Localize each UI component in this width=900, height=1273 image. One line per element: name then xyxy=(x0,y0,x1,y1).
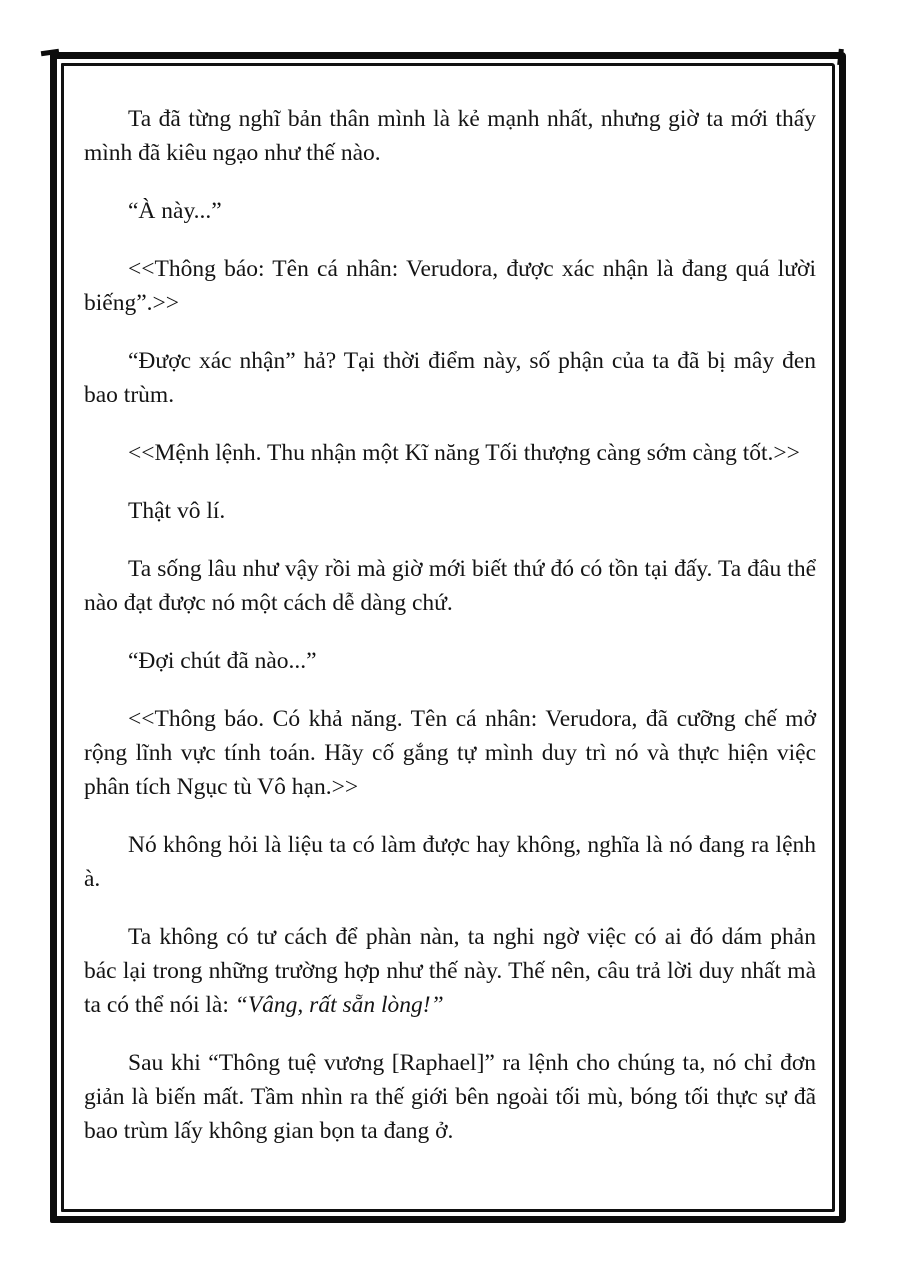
paragraph xyxy=(84,344,816,412)
paragraph xyxy=(84,828,816,896)
paragraph xyxy=(84,644,816,678)
decorative-border-outer xyxy=(50,52,846,1223)
paragraph-text: <<Mệnh lệnh. Thu nhận một Kĩ năng Tối thượng càng sớm càng tốt.>> xyxy=(128,440,800,466)
paragraph-text: Ta không có tư cách để phàn nàn, ta nghi ngờ việc có ai đó dám phản bác lại trong những trường hợp như thế này. Thế nên, câu trả lời duy nhất mà ta có thể nói là: xyxy=(84,924,816,1018)
paragraph xyxy=(84,552,816,620)
paragraph xyxy=(84,102,816,170)
page-text xyxy=(64,66,832,1209)
paragraph-text: “À này...” xyxy=(128,198,222,224)
paragraph xyxy=(84,494,816,528)
paragraph-text: Nó không hỏi là liệu ta có làm được hay không, nghĩa là nó đang ra lệnh à. xyxy=(84,832,816,892)
paragraph-text: <<Thông báo. Có khả năng. Tên cá nhân: Verudora, đã cưỡng chế mở rộng lĩnh vực tính toán. Hãy cố gắng tự mình duy trì nó và thực hiện việc phân tích Ngục tù Vô hạn.>> xyxy=(84,706,816,800)
paragraph xyxy=(84,436,816,470)
paragraph-text: “Đợi chút đã nào...” xyxy=(128,648,317,674)
paragraph-text: Sau khi “Thông tuệ vương [Raphael]” ra lệnh cho chúng ta, nó chỉ đơn giản là biến mất. Tầm nhìn ra thế giới bên ngoài tối mù, bóng tối thực sự đã bao trùm lấy không gian bọn ta đang ở. xyxy=(84,1050,816,1144)
paragraph-text: Thật vô lí. xyxy=(128,498,226,524)
paragraph-text: “Được xác nhận” hả? Tại thời điểm này, số phận của ta đã bị mây đen bao trùm. xyxy=(84,348,816,408)
paragraph xyxy=(84,194,816,228)
paragraph-text: Ta sống lâu như vậy rồi mà giờ mới biết thứ đó có tồn tại đấy. Ta đâu thể nào đạt được nó một cách dễ dàng chứ. xyxy=(84,556,816,616)
paragraph xyxy=(84,702,816,804)
paragraph xyxy=(84,252,816,320)
paragraph xyxy=(84,1046,816,1148)
paragraph-text: <<Thông báo: Tên cá nhân: Verudora, được xác nhận là đang quá lười biếng”.>> xyxy=(84,256,816,316)
paragraph xyxy=(84,920,816,1022)
italic-quote: “Vâng, rất sẵn lòng!” xyxy=(234,992,444,1018)
decorative-border-inner xyxy=(61,63,835,1212)
paragraph-text: Ta đã từng nghĩ bản thân mình là kẻ mạnh nhất, nhưng giờ ta mới thấy mình đã kiêu ngạo như thế nào. xyxy=(84,106,816,166)
